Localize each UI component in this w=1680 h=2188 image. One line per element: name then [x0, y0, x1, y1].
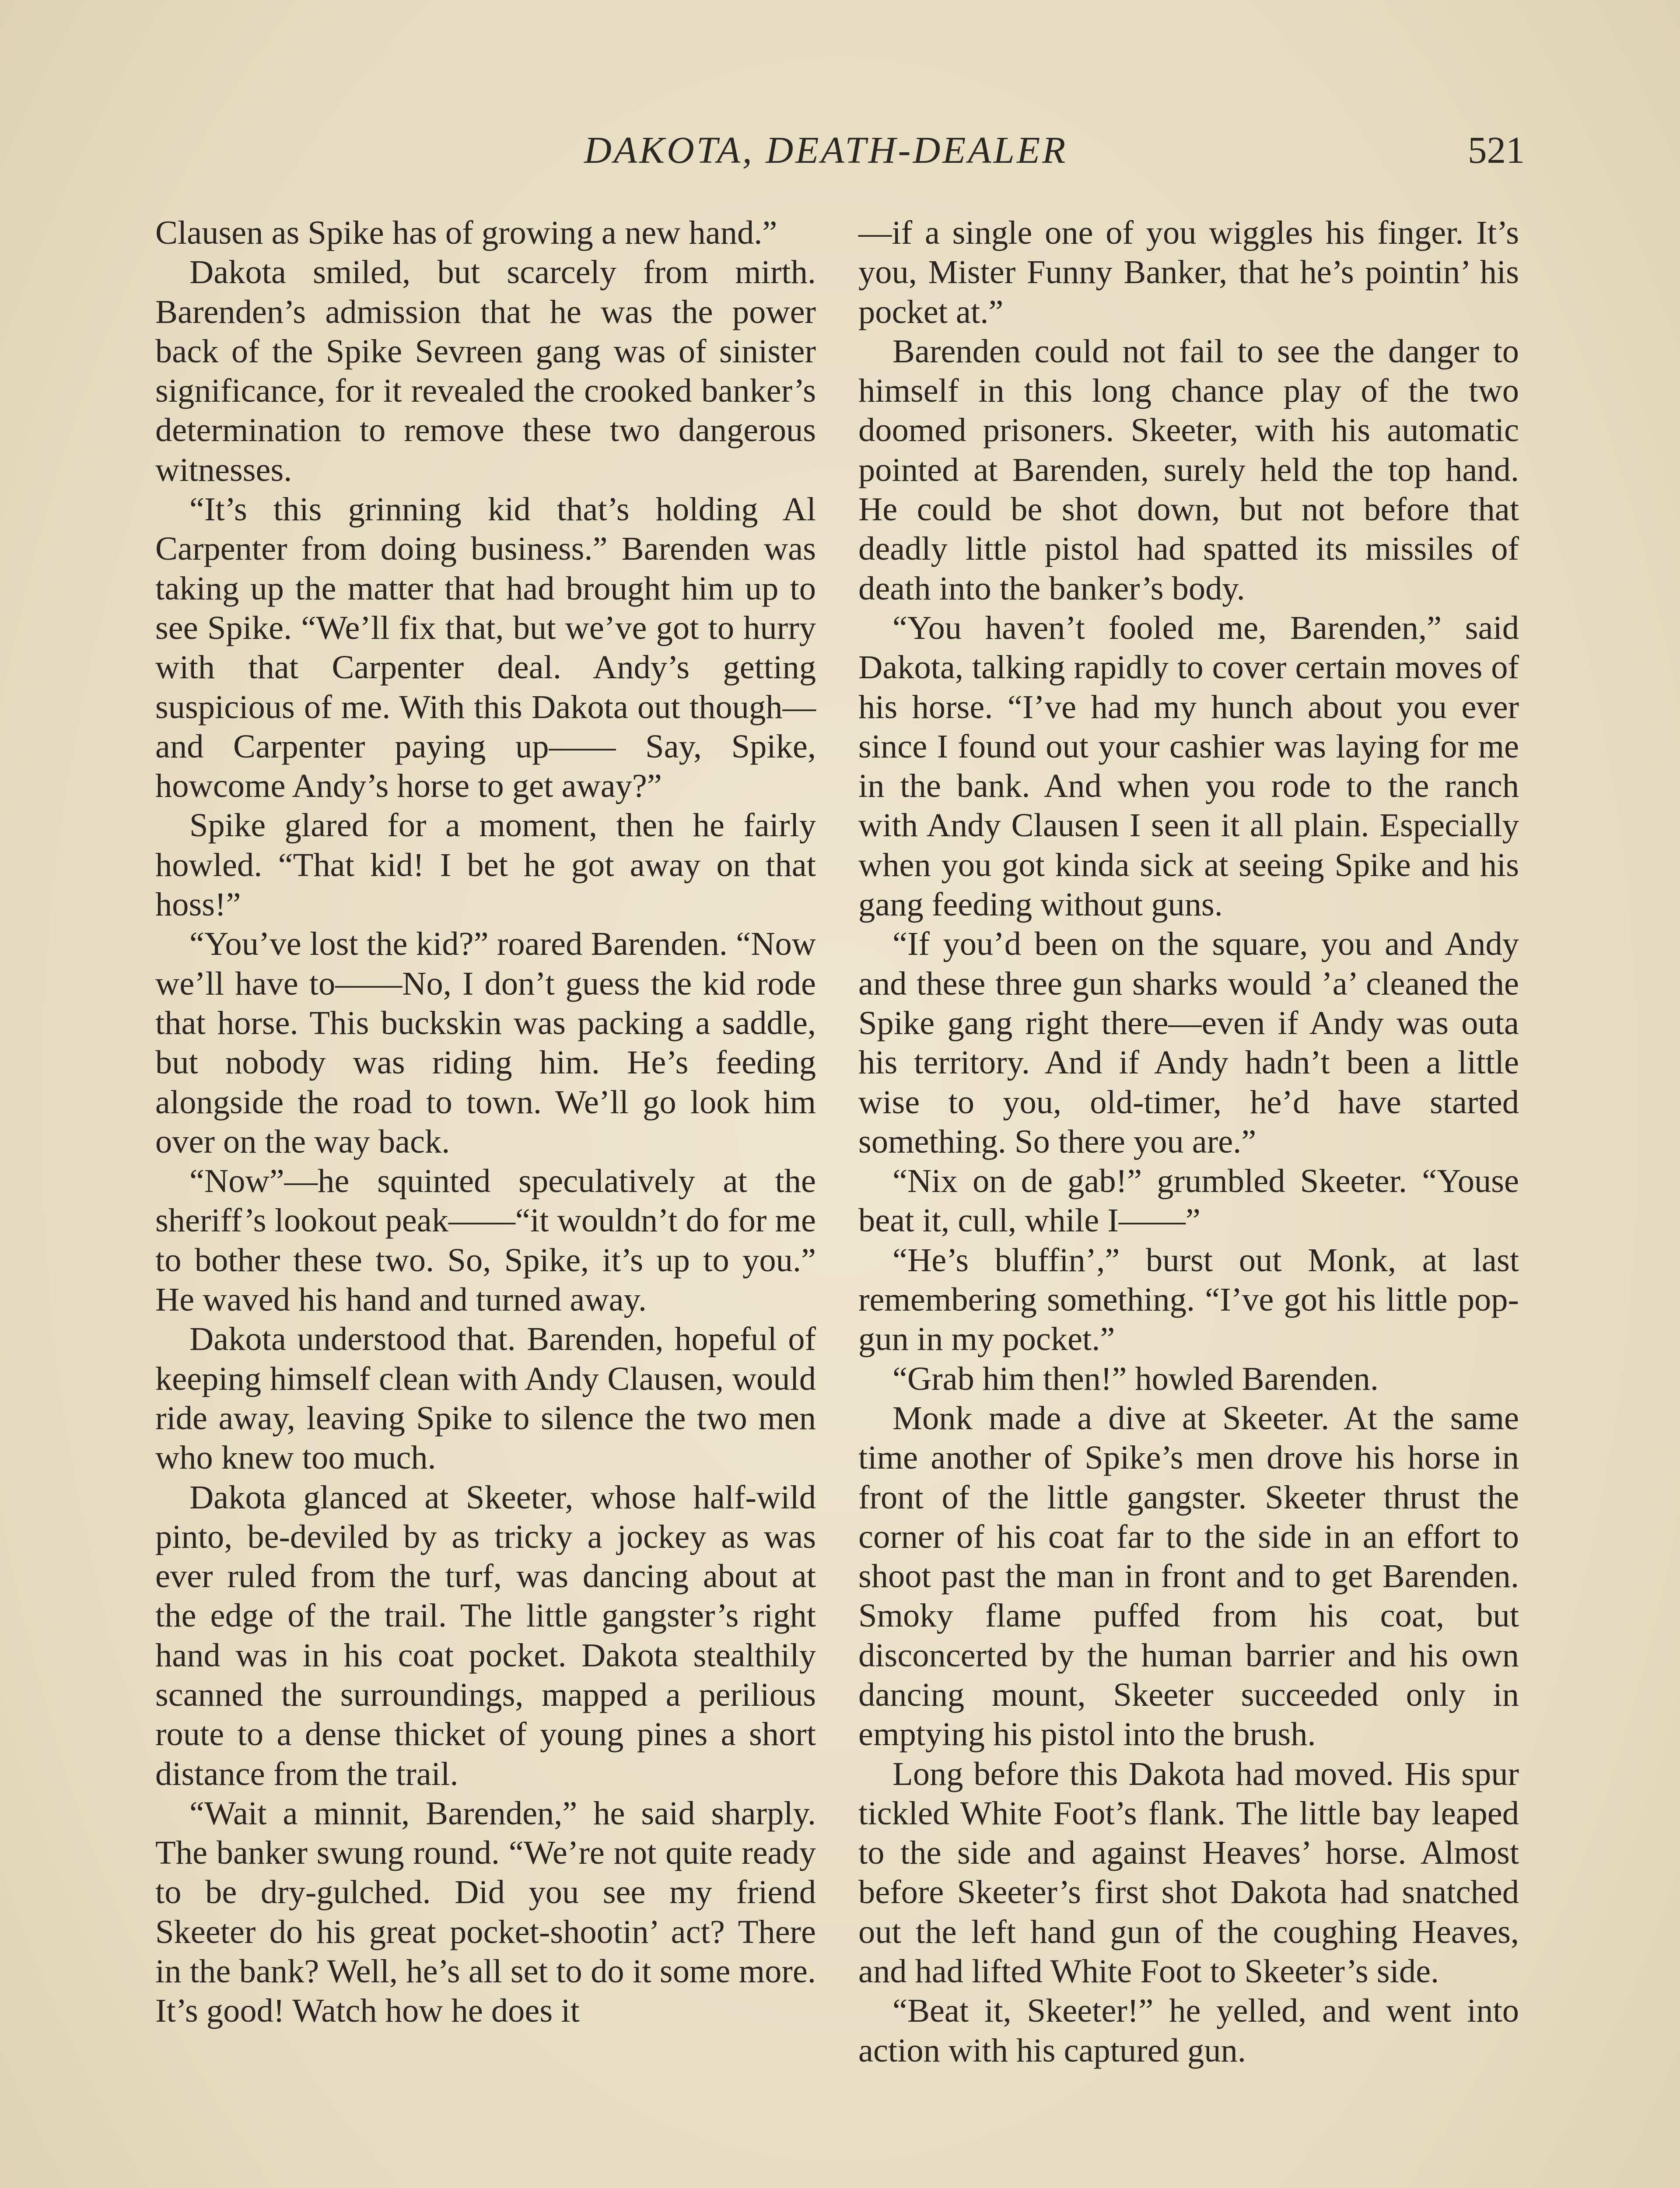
paragraph: Long before this Dakota had moved. His spur tickled White Foot’s flank. The little bay leaped to the side and against Heaves’ horse. Almost before Skeeter’s first shot Dakota had snatched out the left hand gun of the coughing Heaves, and had lifted White Foot to Skeeter’s side.: [858, 1755, 1519, 1990]
paragraph: “You’ve lost the kid?” roared Barenden. “Now we’ll have to——No, I don’t guess the kid rode that horse. This buckskin was packing a saddle, but nobody was riding him. He’s feeding alongside the road to town. We’ll go look him over on the way back.: [155, 925, 816, 1160]
running-title: DAKOTA, DEATH-DEALER: [584, 129, 1068, 171]
paragraph: Dakota glanced at Skeeter, whose half-wild pinto, be-deviled by as tricky a jockey as was ever ruled from the turf, was dancing about at the edge of the trail. The little gangster’s right hand was in his coat pocket. Dakota stealthily scanned the surroundings, mapped a perilious route to a dense thicket of young pines a short distance from the trail.: [155, 1478, 816, 1792]
page-header: [0, 128, 1680, 180]
paragraph: Barenden could not fail to see the danger to himself in this long chance play of the two doomed prisoners. Skeeter, with his automatic pointed at Barenden, surely held the top hand. He could be shot down, but not before that deadly little pistol had spatted its missiles of death into the banker’s body.: [858, 332, 1519, 607]
paragraph: Dakota smiled, but scarcely from mirth. Barenden’s admission that he was the power back of the Spike Sevreen gang was of sinister significance, for it revealed the crooked banker’s determination to remove these two dangerous witnesses.: [155, 253, 816, 488]
paragraph: Clausen as Spike has of growing a new hand.”: [155, 214, 777, 251]
paragraph: “Now”—he squinted speculatively at the sheriff’s lookout peak——“it wouldn’t do for me to bother these two. So, Spike, it’s up to you.” He waved his hand and turned away.: [155, 1162, 816, 1318]
paragraph: “It’s this grinning kid that’s holding Al Carpenter from doing business.” Barenden was taking up the matter that had brought him up to see Spike. “We’ll fix that, but we’ve got to hurry with that Carpenter deal. Andy’s getting suspicious of me. With this Dakota out though—and Carpenter paying up—— Say, Spike, howcome Andy’s horse to get away?”: [155, 491, 816, 805]
paragraph: “Nix on de gab!” grumbled Skeeter. “Youse beat it, cull, while I——”: [858, 1162, 1519, 1239]
page-number: 521: [1468, 129, 1525, 171]
paragraph: Monk made a dive at Skeeter. At the same time another of Spike’s men drove his horse in front of the little gangster. Skeeter thrust the corner of his coat far to the side in an effort to shoot past the man in front and to get Barenden. Smoky flame puffed from his coat, but disconcerted by the human barrier and his own dancing mount, Skeeter succeeded only in emptying his pistol into the brush.: [858, 1399, 1519, 1753]
paragraph: “You haven’t fooled me, Barenden,” said Dakota, talking rapidly to cover certain moves of his horse. “I’ve had my hunch about you ever since I found out your cashier was laying for me in the bank. And when you rode to the ranch with Andy Clausen I seen it all plain. Especially when you got kinda sick at seeing Spike and his gang feeding without guns.: [858, 609, 1519, 923]
left-column: [155, 213, 816, 2031]
paragraph: Dakota understood that. Barenden, hopeful of keeping himself clean with Andy Clausen, would ride away, leaving Spike to silence the two men who knew too much.: [155, 1320, 816, 1476]
paragraph: “Beat it, Skeeter!” he yelled, and went into action with his captured gun.: [858, 1992, 1519, 2069]
paragraph: “Grab him then!” howled Barenden.: [892, 1360, 1379, 1397]
right-column: [858, 213, 1519, 2070]
paragraph: “If you’d been on the square, you and Andy and these three gun sharks would ’a’ cleaned the Spike gang right there—even if Andy was outa his territory. And if Andy hadn’t been a little wise to you, old-timer, he’d have started something. So there you are.”: [858, 925, 1519, 1160]
paragraph: “He’s bluffin’,” burst out Monk, at last remembering something. “I’ve got his little pop-gun in my pocket.”: [858, 1241, 1519, 1358]
paragraph: “Wait a minnit, Barenden,” he said sharply. The banker swung round. “We’re not quite ready to be dry-gulched. Did you see my friend Skeeter do his great pocket-shootin’ act? There in the bank? Well, he’s all set to do it some more. It’s good! Watch how he does it: [155, 1794, 816, 2030]
paragraph: Spike glared for a moment, then he fairly howled. “That kid! I bet he got away on that hoss!”: [155, 806, 816, 923]
paragraph: —if a single one of you wiggles his finger. It’s you, Mister Funny Banker, that he’s pointin’ his pocket at.”: [858, 214, 1519, 330]
